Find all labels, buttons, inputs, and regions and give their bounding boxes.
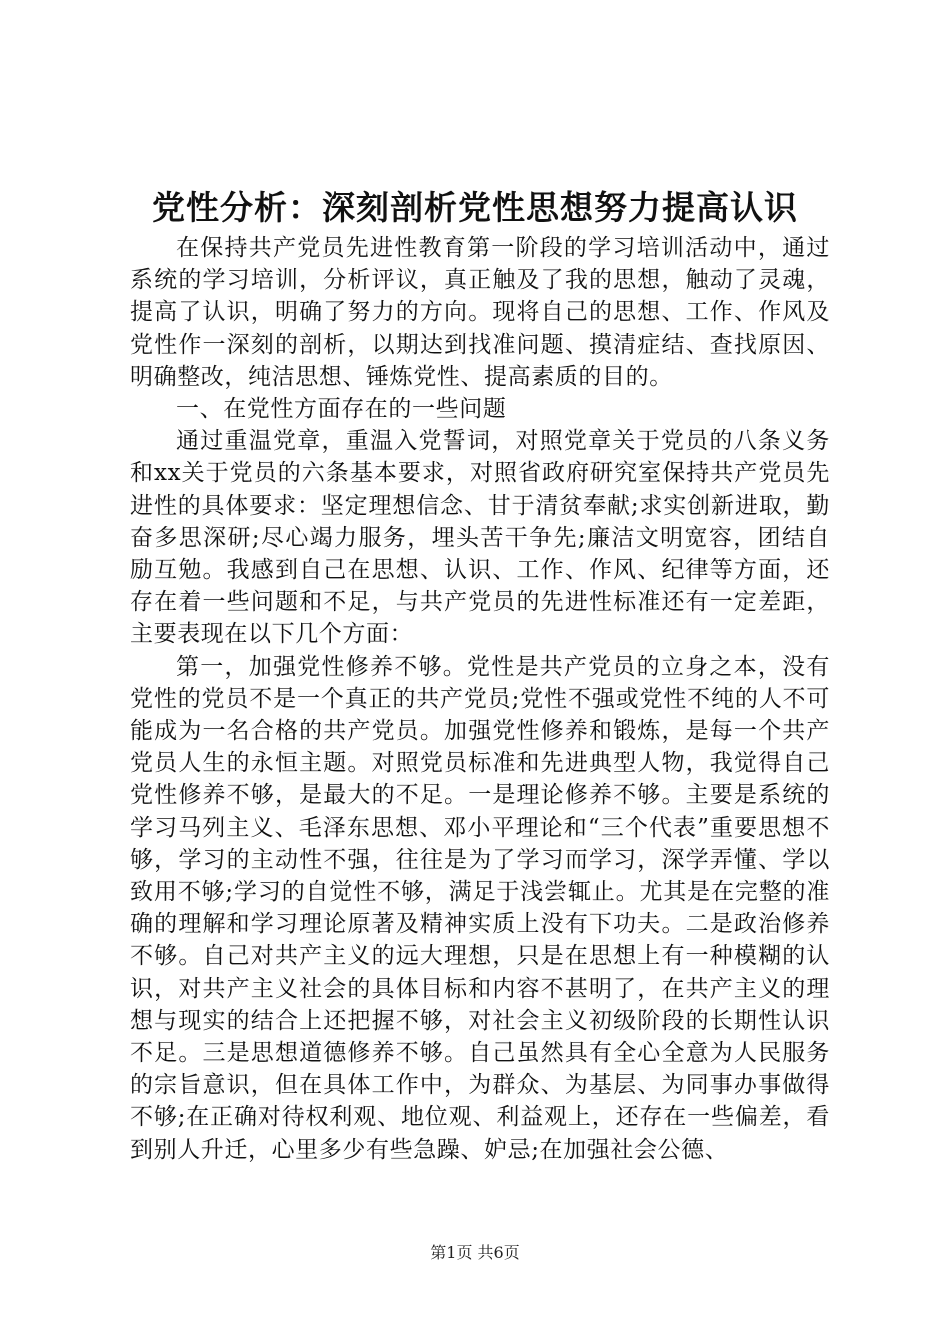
- section-heading: 一、在党性方面存在的一些问题: [176, 396, 507, 423]
- document-title: 党性分析：深刻剖析党性思想努力提高认识: [152, 188, 798, 227]
- document-body: [130, 232, 830, 1166]
- body-paragraph: 第一，加强党性修养不够。党性是共产党员的立身之本，没有党性的党员不是一个真正的共产党员;党性不强或党性不纯的人不可能成为一名合格的共产党员。加强党性修养和锻炼，是每一个共产党员人生的永恒主题。对照党员标准和先进典型人物，我觉得自己党性修养不够，是最大的不足。一是理论修养不够。主要是系统的学习马列主义、毛泽东思想、邓小平理论和“三个代表”重要思想不够，学习的主动性不强，往往是为了学习而学习，深学弄懂、学以致用不够;学习的自觉性不够，满足于浅尝辄止。尤其是在完整的准确的理解和学习理论原著及精神实质上没有下功夫。二是政治修养不够。自己对共产主义的远大理想，只是在思想上有一种模糊的认识，对共产主义社会的具体目标和内容不甚明了，在共产主义的理想与现实的结合上还把握不够，对社会主义初级阶段的长期性认识不足。三是思想道德修养不够。自己虽然具有全心全意为人民服务的宗旨意识，但在具体工作中，为群众、为基层、为同事办事做得不够;在正确对待权利观、地位观、利益观上，还存在一些偏差，看到别人升迁，心里多少有些急躁、妒忌;在加强社会公德、: [130, 653, 830, 1163]
- body-paragraph: 通过重温党章，重温入党誓词，对照党章关于党员的八条义务和xx关于党员的六条基本要求，对照省政府研究室保持共产党员先进性的具体要求：坚定理想信念、甘于清贫奉献;求实创新进取，勤奋多思深研;尽心竭力服务，埋头苦干争先;廉洁文明宽容，团结自励互勉。我感到自己在思想、认识、工作、作风、纪律等方面，还存在着一些问题和不足，与共产党员的先进性标准还有一定差距，主要表现在以下几个方面：: [130, 428, 830, 648]
- page-number: 第1页 共6页: [430, 1243, 520, 1262]
- intro-paragraph: 在保持共产党员先进性教育第一阶段的学习培训活动中，通过系统的学习培训，分析评议，真正触及了我的思想，触动了灵魂，提高了认识，明确了努力的方向。现将自己的思想、工作、作风及党性作一深刻的剖析，以期达到找准问题、摸清症结、查找原因、明确整改，纯洁思想、锤炼党性、提高素质的目的。: [130, 235, 830, 390]
